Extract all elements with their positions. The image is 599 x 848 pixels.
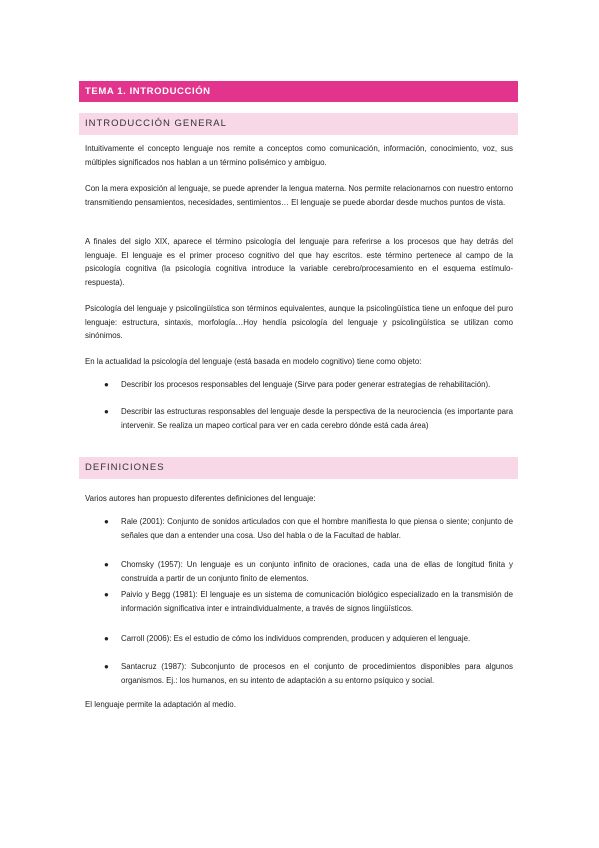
objective-item-1: Describir los procesos responsables del lenguaje (Sirve para poder generar estrategias de rehabilitación). — [121, 380, 491, 389]
objective-item-2: Describir las estructuras responsables del lenguaje desde la perspectiva de la neurociencia (es importante para intervenir. Se realiza un mapeo cortical para ver en cada cerebro dónde está cada área) — [121, 407, 513, 430]
bullet-marker: ● — [104, 634, 109, 643]
definition-item-paivio-begg: Paivio y Begg (1981): El lenguaje es un sistema de comunicación biológico especializado en la transmisión de información significativa inter e intraindividualmente, a través de signos lingüísticos. — [121, 590, 513, 613]
definition-item-rale: Rale (2001): Conjunto de sonidos articulados con que el hombre manifiesta lo que piensa o siente; conjunto de señales que dan a entender una cosa. Uso del habla o de la Facultad de hablar. — [121, 517, 513, 540]
closing-statement: El lenguaje permite la adaptación al medio. — [85, 700, 236, 709]
intro-paragraph-1: Intuitivamente el concepto lenguaje nos remite a conceptos como comunicación, información, conocimiento, voz, sus múltiples significados nos hablan a un término polisémico y ambiguo. — [85, 144, 513, 167]
bullet-marker: ● — [104, 517, 109, 526]
definiciones-intro: Varios autores han propuesto diferentes definiciones del lenguaje: — [85, 494, 316, 503]
section-heading-introduccion: INTRODUCCIÓN GENERAL — [79, 113, 518, 135]
definition-item-carroll: Carroll (2006): Es el estudio de cómo los individuos comprenden, producen y adquieren el lenguaje. — [121, 634, 471, 643]
bullet-marker: ● — [104, 662, 109, 671]
definition-item-chomsky: Chomsky (1957): Un lenguaje es un conjunto infinito de oraciones, cada una de ellas de longitud finita y construida a partir de un conjunto finito de elementos. — [121, 560, 513, 583]
intro-paragraph-5: En la actualidad la psicología del lenguaje (está basada en modelo cognitivo) tiene como objeto: — [85, 357, 422, 366]
bullet-marker: ● — [104, 590, 109, 599]
section-heading-definiciones: DEFINICIONES — [79, 457, 518, 479]
definition-item-santacruz: Santacruz (1987): Subconjunto de procesos en el conjunto de procedimientos disponibles para algunos organismos. Ej.: los humanos, en su intento de adaptación a su entorno psíquico y social. — [121, 662, 513, 685]
bullet-marker: ● — [104, 560, 109, 569]
intro-paragraph-4: Psicología del lenguaje y psicolingüística son términos equivalentes, aunque la psicolingüística tiene un enfoque del puro lenguaje: estructura, sintaxis, morfología…Hoy hendía psicología del lenguaje y psicolingüística se utilizan como sinónimos. — [85, 304, 513, 341]
bullet-marker: ● — [104, 380, 109, 389]
intro-paragraph-3: A finales del siglo XIX, aparece el término psicología del lenguaje para referirse a los procesos que hay detrás del lenguaje. El lenguaje es el primer proceso cognitivo del que hay escritos. este término pertenece al campo de la psicología cognitiva (la psicología cognitiva introduce la variable cerebro/procesamiento en el esquema estímulo-respuesta). — [85, 237, 513, 287]
chapter-title: TEMA 1. INTRODUCCIÓN — [79, 81, 518, 102]
intro-paragraph-2: Con la mera exposición al lenguaje, se puede aprender la lengua materna. Nos permite relacionarnos con nuestro entorno transmitiendo pensamientos, necesidades, sentimientos… El lenguaje se puede abordar desde muchos puntos de vista. — [85, 184, 513, 207]
bullet-marker: ● — [104, 407, 109, 416]
